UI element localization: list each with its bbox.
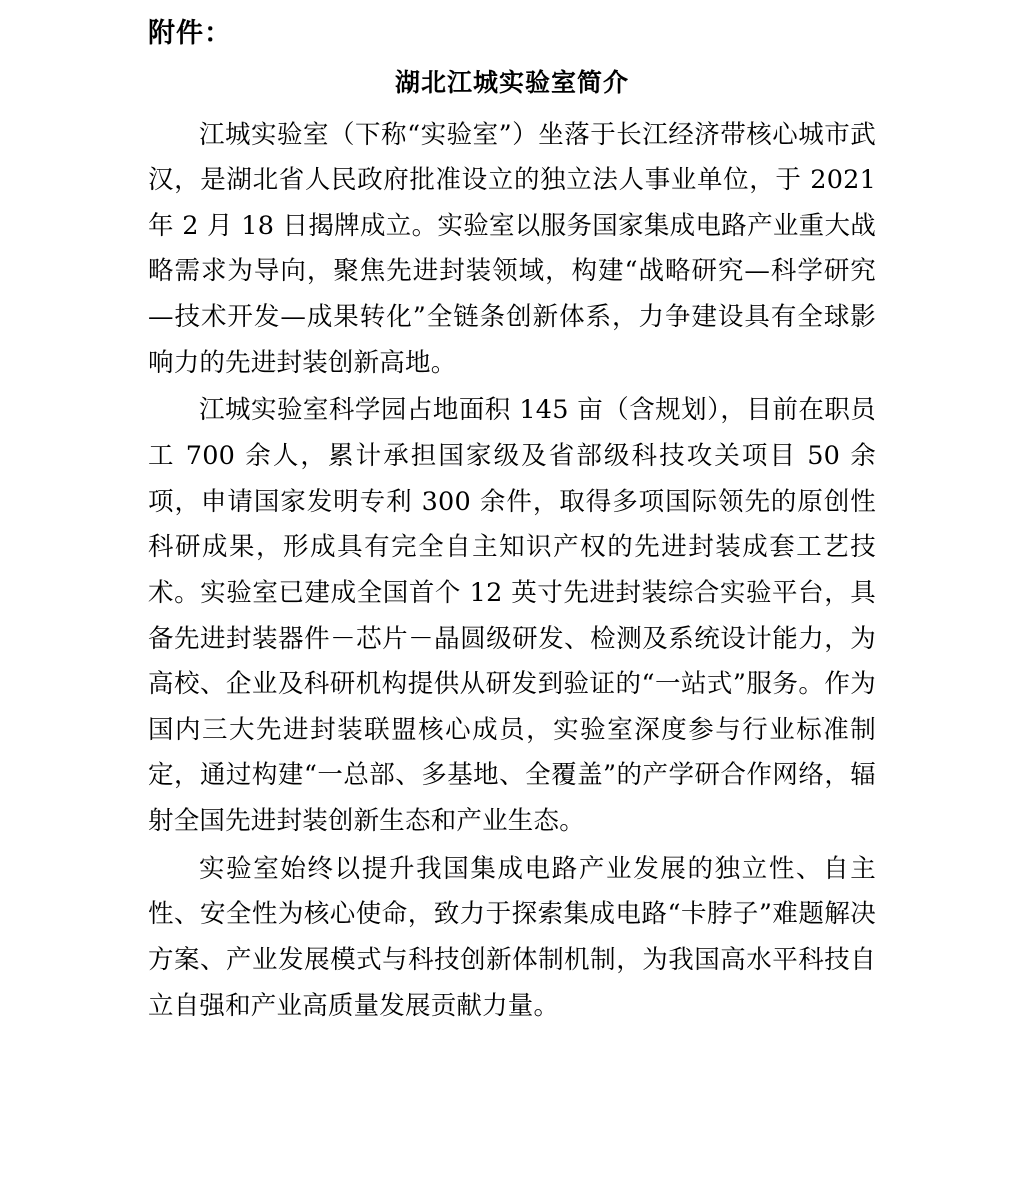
attachment-label: 附件： [148,18,232,49]
body-paragraph-3: 实验室始终以提升我国集成电路产业发展的独立性、自主性、安全性为核心使命，致力于探索集成电路“卡脖子”难题解决方案、产业发展模式与科技创新体制机制，为我国高水平科技自立自强和产业高质量发展贡献力量。 [148,853,876,1021]
body-paragraph-1: 江城实验室（下称“实验室”）坐落于长江经济带核心城市武汉，是湖北省人民政府批准设立的独立法人事业单位，于 2021 年 2 月 18 日揭牌成立。实验室以服务国家集成电路产业重大战略需求为导向，聚焦先进封装领域，构建“战略研究—科学研究—技术开发—成果转化”全链条创新体系，力争建设具有全球影响力的先进封装创新高地。 [148,119,876,378]
page-title: 湖北江城实验室简介 [394,67,629,97]
body-paragraph-2: 江城实验室科学园占地面积 145 亩（含规划），目前在职员工 700 余人，累计承担国家级及省部级科技攻关项目 50 余项，申请国家发明专利 300 余件，取得多项国际领先的原创性科研成果，形成具有完全自主知识产权的先进封装成套工艺技术。实验室已建成全国首个 12 英寸先进封装综合实验平台，具备先进封装器件－芯片－晶圆级研发、检测及系统设计能力，为高校、企业及科研机构提供从研发到验证的“一站式”服务。作为国内三大先进封装联盟核心成员，实验室深度参与行业标准制定，通过构建“一总部、多基地、全覆盖”的产学研合作网络，辐射全国先进封装创新生态和产业生态。 [148,395,876,837]
